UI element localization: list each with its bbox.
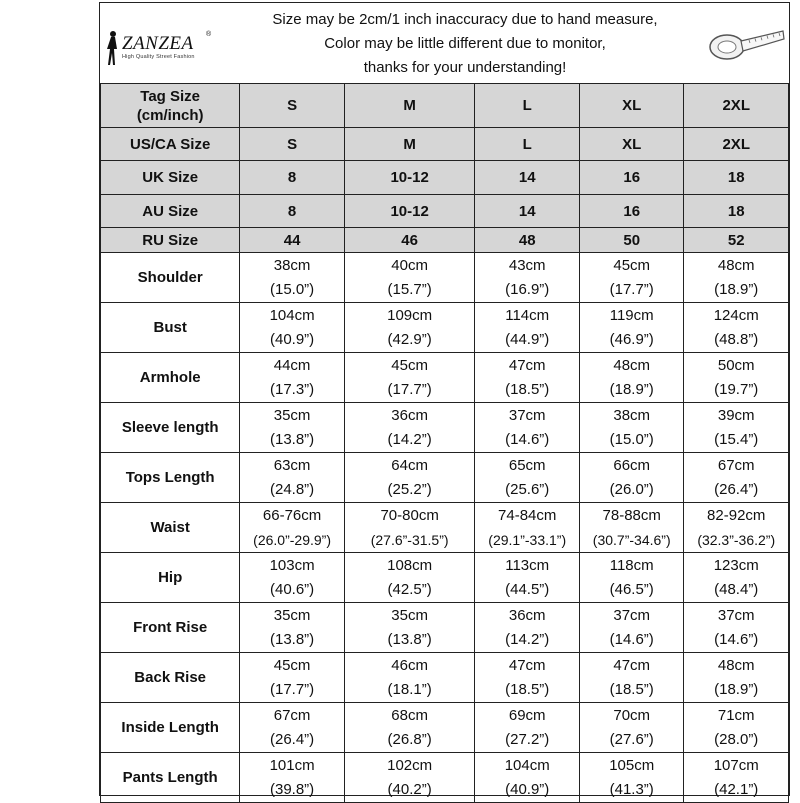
measurement-row	[101, 353, 789, 403]
measurement-cell	[240, 753, 345, 803]
measurement-inch: (46.9”)	[609, 330, 654, 348]
measurement-cell	[579, 553, 684, 603]
measurement-cell	[344, 753, 475, 803]
measurement-cell	[684, 303, 789, 353]
measurement-cm: 124cm	[713, 306, 759, 324]
size-row-label	[101, 128, 240, 161]
measurement-cell	[579, 303, 684, 353]
measurement-cell	[475, 253, 580, 303]
size-value: 16	[579, 161, 684, 195]
measurement-inch: (14.2”)	[387, 430, 432, 448]
measurement-cell	[684, 653, 789, 703]
size-chart-table	[100, 83, 789, 803]
measurement-row	[101, 403, 789, 453]
measurement-cell	[344, 503, 475, 553]
measurement-cm: 35cm	[273, 406, 311, 424]
measurement-inch: (25.2”)	[387, 480, 432, 498]
measurement-cell	[240, 403, 345, 453]
measurement-inch: (24.8”)	[269, 480, 315, 498]
measurement-inch: (28.0”)	[714, 730, 759, 748]
measurement-cm: 48cm	[717, 256, 755, 274]
measurement-label: Shoulder	[101, 253, 240, 303]
measurement-inch: (16.9”)	[505, 280, 550, 298]
measurement-cm: 46cm	[391, 656, 428, 674]
measurement-cm: 50cm	[717, 356, 755, 374]
measurement-cm: 104cm	[269, 306, 315, 324]
size-row	[101, 195, 789, 228]
measurement-cm: 37cm	[613, 606, 651, 624]
measurement-inch: (17.3”)	[269, 380, 315, 398]
measurement-cell	[475, 753, 580, 803]
size-row-label-text: UK Size	[142, 169, 199, 186]
measurement-cm: 103cm	[269, 556, 315, 574]
measurement-inch: (32.3”-36.2”)	[697, 531, 776, 548]
measurement-inch: (18.5”)	[505, 680, 550, 698]
measurement-inch: (27.6”-31.5”)	[370, 531, 449, 548]
measurement-cell	[684, 403, 789, 453]
measurement-inch: (48.8”)	[714, 330, 759, 348]
measurement-cell	[475, 503, 580, 553]
measurement-inch: (41.3”)	[609, 780, 654, 798]
measurement-cell	[344, 453, 475, 503]
measurement-cell	[579, 653, 684, 703]
measurement-row	[101, 553, 789, 603]
measurement-inch: (46.5”)	[609, 580, 654, 598]
measurement-cm: 47cm	[508, 356, 546, 374]
size-value: 10-12	[344, 161, 475, 195]
measurement-cm: 48cm	[613, 356, 651, 374]
measurement-label: Tops Length	[101, 453, 240, 503]
measurement-cell	[344, 703, 475, 753]
measurement-inch: (13.8”)	[269, 630, 315, 648]
measurement-inch: (15.0”)	[269, 280, 315, 298]
measurement-cm: 37cm	[508, 406, 546, 424]
measurement-cm: 38cm	[273, 256, 311, 274]
measurement-inch: (15.0”)	[609, 430, 654, 448]
measurement-cell	[579, 453, 684, 503]
measurement-inch: (40.9”)	[269, 330, 315, 348]
measurement-cm: 109cm	[387, 306, 433, 324]
measurement-inch: (18.9”)	[714, 680, 759, 698]
measurement-cm: 78-88cm	[602, 506, 661, 524]
measurement-cm: 114cm	[505, 306, 550, 324]
brand-name: ZANZEA	[122, 33, 194, 54]
measurement-cm: 107cm	[713, 756, 759, 774]
measurement-cell	[240, 603, 345, 653]
measurement-cm: 45cm	[391, 356, 428, 374]
measurement-cm: 65cm	[508, 456, 546, 474]
measurement-inch: (18.1”)	[387, 680, 432, 698]
measurement-inch: (18.5”)	[609, 680, 654, 698]
measurement-cell	[475, 303, 580, 353]
size-value: 2XL	[684, 128, 789, 161]
measurement-row	[101, 303, 789, 353]
measurement-label: Sleeve length	[101, 403, 240, 453]
measurement-cm: 67cm	[717, 456, 755, 474]
measurement-cm: 70cm	[613, 706, 651, 724]
measurement-cell	[475, 653, 580, 703]
measurement-row	[101, 703, 789, 753]
measurement-inch: (26.4”)	[269, 730, 315, 748]
measurement-cell	[344, 553, 475, 603]
measurement-label: Inside Length	[101, 703, 240, 753]
measurement-row	[101, 603, 789, 653]
measurement-label: Armhole	[101, 353, 240, 403]
measurement-row	[101, 753, 789, 803]
size-row-label-text: RU Size	[142, 231, 199, 249]
size-rows	[101, 84, 789, 253]
size-value: 18	[684, 161, 789, 195]
size-value: XL	[579, 84, 684, 128]
measurement-cm: 68cm	[391, 706, 428, 724]
size-value: 50	[579, 228, 684, 253]
measurement-cell	[684, 353, 789, 403]
measurement-cell	[475, 703, 580, 753]
size-row-label-unit: (cm/inch)	[136, 106, 204, 124]
measurement-cell	[579, 353, 684, 403]
measurement-cm: 36cm	[508, 606, 546, 624]
measurement-inch: (14.6”)	[505, 430, 550, 448]
measurement-cm: 118cm	[609, 556, 654, 574]
measurement-inch: (13.8”)	[269, 430, 315, 448]
notice-text	[230, 8, 700, 80]
measurement-inch: (18.9”)	[714, 280, 759, 298]
measurement-cell	[684, 753, 789, 803]
size-value: 48	[475, 228, 580, 253]
measurement-label: Back Rise	[101, 653, 240, 703]
measurement-label: Front Rise	[101, 603, 240, 653]
size-value: S	[240, 84, 345, 128]
size-value: 44	[240, 228, 345, 253]
measurement-cell	[344, 653, 475, 703]
measurement-inch: (29.1”-33.1”)	[488, 531, 567, 548]
measurement-row	[101, 253, 789, 303]
measurement-cm: 35cm	[391, 606, 428, 624]
measurement-cm: 47cm	[508, 656, 546, 674]
measurement-inch: (19.7”)	[714, 380, 759, 398]
measurement-inch: (13.8”)	[387, 630, 432, 648]
measurement-cell	[579, 403, 684, 453]
measurement-cell	[240, 503, 345, 553]
measurement-cell	[684, 703, 789, 753]
measurement-inch: (42.1”)	[714, 780, 759, 798]
size-row	[101, 161, 789, 195]
size-value: M	[344, 84, 475, 128]
measurement-cm: 45cm	[613, 256, 651, 274]
measurement-cell	[240, 653, 345, 703]
measurement-cm: 67cm	[273, 706, 311, 724]
measurement-cm: 35cm	[273, 606, 311, 624]
measurement-cell	[344, 403, 475, 453]
size-row-label	[101, 84, 240, 128]
measurement-cell	[579, 753, 684, 803]
size-value: L	[475, 128, 580, 161]
measurement-inch: (39.8”)	[269, 780, 315, 798]
size-value: 16	[579, 195, 684, 228]
brand-logo	[104, 33, 214, 73]
measurement-label: Hip	[101, 553, 240, 603]
brand-reg-mark: ®	[206, 31, 212, 38]
measurement-cell	[475, 603, 580, 653]
measurement-inch: (15.7”)	[387, 280, 432, 298]
measurement-inch: (14.2”)	[505, 630, 550, 648]
measurement-cm: 43cm	[508, 256, 546, 274]
measurement-cell	[344, 353, 475, 403]
measurement-cm: 45cm	[273, 656, 311, 674]
measurement-cm: 47cm	[613, 656, 651, 674]
measurement-inch: (26.4”)	[714, 480, 759, 498]
measurement-inch: (44.5”)	[505, 580, 550, 598]
measurement-inch: (17.7”)	[609, 280, 654, 298]
measurement-inch: (18.9”)	[609, 380, 654, 398]
measurement-cm: 66-76cm	[262, 506, 322, 524]
measurement-cell	[579, 503, 684, 553]
measurement-cm: 64cm	[391, 456, 428, 474]
notice-line-1: Size may be 2cm/1 inch inaccuracy due to hand measure,	[272, 11, 658, 28]
measurement-label: Pants Length	[101, 753, 240, 803]
measurement-cm: 119cm	[609, 306, 654, 324]
measurement-inch: (18.5”)	[505, 380, 550, 398]
measurement-cell	[240, 303, 345, 353]
measurement-inch: (17.7”)	[269, 680, 315, 698]
measurement-cell	[344, 303, 475, 353]
measurement-cm: 69cm	[508, 706, 546, 724]
measurement-cell	[579, 253, 684, 303]
measurement-cm: 105cm	[609, 756, 655, 774]
measurement-cm: 63cm	[273, 456, 311, 474]
measurement-cell	[240, 453, 345, 503]
measurement-cell	[240, 253, 345, 303]
measurement-inch: (17.7”)	[387, 380, 432, 398]
measurement-cell	[475, 453, 580, 503]
measurement-cm: 39cm	[717, 406, 755, 424]
measurement-cm: 101cm	[269, 756, 315, 774]
size-value: 8	[240, 195, 345, 228]
measurement-inch: (27.6”)	[609, 730, 654, 748]
measurement-cm: 44cm	[273, 356, 311, 374]
size-value: 52	[684, 228, 789, 253]
measurement-cm: 70-80cm	[380, 506, 439, 524]
measurement-cm: 74-84cm	[498, 506, 557, 524]
measurement-cell	[684, 253, 789, 303]
measurement-cm: 71cm	[717, 706, 755, 724]
size-value: 8	[240, 161, 345, 195]
measurement-inch: (25.6”)	[505, 480, 550, 498]
size-value: XL	[579, 128, 684, 161]
measurement-inch: (14.6”)	[714, 630, 759, 648]
measurement-cm: 66cm	[613, 456, 651, 474]
size-row	[101, 228, 789, 253]
measurement-inch: (42.9”)	[387, 330, 432, 348]
measurement-inch: (27.2”)	[505, 730, 550, 748]
measurement-cm: 102cm	[387, 756, 433, 774]
measurement-inch: (44.9”)	[505, 330, 550, 348]
size-row-label-text: AU Size	[142, 202, 199, 220]
measurement-inch: (26.8”)	[387, 730, 432, 748]
size-row-label-text: US/CA Size	[130, 135, 211, 153]
brand-tagline: High Quality Street Fashion	[122, 54, 195, 60]
measurement-inch: (40.9”)	[505, 780, 550, 798]
size-value: 10-12	[344, 195, 475, 228]
measurement-cell	[579, 703, 684, 753]
measurement-cell	[684, 553, 789, 603]
measurement-row	[101, 453, 789, 503]
size-row-label-text: Tag Size	[140, 87, 201, 105]
size-value: L	[475, 84, 580, 128]
measurement-cell	[344, 603, 475, 653]
size-value: 2XL	[684, 84, 789, 128]
measurement-inch: (14.6”)	[609, 630, 654, 648]
measurement-cm: 37cm	[717, 606, 755, 624]
measurement-cell	[579, 603, 684, 653]
woman-silhouette-icon	[104, 29, 120, 69]
size-row	[101, 128, 789, 161]
measurement-cm: 36cm	[391, 406, 428, 424]
measurement-cell	[684, 503, 789, 553]
size-row-label	[101, 228, 240, 253]
size-value: S	[240, 128, 345, 161]
measurement-cm: 38cm	[613, 406, 651, 424]
size-value: 18	[684, 195, 789, 228]
notice-line-2: Color may be little different due to monitor,	[324, 35, 606, 52]
measurement-row	[101, 503, 789, 553]
measurement-label: Waist	[101, 503, 240, 553]
measuring-tape-icon	[705, 27, 785, 63]
measurement-cell	[475, 353, 580, 403]
measurement-cm: 113cm	[505, 556, 550, 574]
measurement-cell	[684, 603, 789, 653]
measurement-label: Bust	[101, 303, 240, 353]
measurement-cm: 104cm	[504, 756, 550, 774]
measurement-cm: 82-92cm	[707, 506, 766, 524]
size-value: M	[344, 128, 475, 161]
measurement-cell	[475, 553, 580, 603]
measurement-rows	[101, 253, 789, 803]
size-row-label	[101, 161, 240, 195]
measurement-inch: (48.4”)	[714, 580, 759, 598]
measurement-inch: (40.6”)	[269, 580, 315, 598]
notice-line-3: thanks for your understanding!	[363, 59, 567, 76]
size-value: 46	[344, 228, 475, 253]
measurement-inch: (30.7”-34.6”)	[592, 531, 671, 548]
measurement-inch: (26.0”)	[609, 480, 654, 498]
measurement-inch: (15.4”)	[714, 430, 759, 448]
size-row-label	[101, 195, 240, 228]
size-value: 14	[475, 195, 580, 228]
measurement-cell	[475, 403, 580, 453]
measurement-cell	[240, 553, 345, 603]
chart-header	[100, 3, 789, 83]
measurement-cell	[240, 353, 345, 403]
measurement-inch: (26.0”-29.9”)	[253, 531, 331, 548]
measurement-inch: (42.5”)	[387, 580, 432, 598]
measurement-cell	[344, 253, 475, 303]
measurement-cm: 48cm	[717, 656, 755, 674]
measurement-inch: (40.2”)	[387, 780, 432, 798]
measurement-cm: 108cm	[387, 556, 433, 574]
measurement-cell	[240, 703, 345, 753]
measurement-cell	[684, 453, 789, 503]
measurement-cm: 123cm	[713, 556, 759, 574]
size-row	[101, 84, 789, 128]
measurement-row	[101, 653, 789, 703]
measurement-cm: 40cm	[391, 256, 428, 274]
size-value: 14	[475, 161, 580, 195]
